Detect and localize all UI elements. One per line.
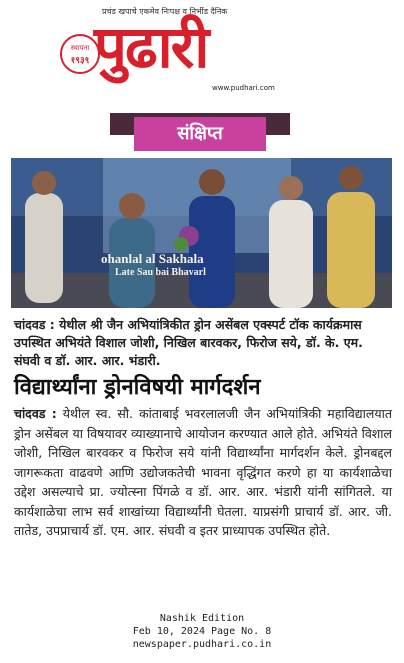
footer-date: Feb 10, 2024 Page No. 8 xyxy=(132,626,272,637)
seal-year: १९३९ xyxy=(70,56,90,66)
stage-banner-line-2: Late Sau bai Bhavarl xyxy=(115,267,206,278)
stage-banner-line-1: ohanlal al Sakhala xyxy=(101,251,204,266)
seal-label: स्थापना xyxy=(70,44,90,52)
footer-site: newspaper.pudhari.co.in xyxy=(132,639,272,650)
photo-illustration xyxy=(11,158,392,308)
article-headline: विद्यार्थ्यांना ड्रोनविषयी मार्गदर्शन xyxy=(14,375,261,400)
news-article xyxy=(14,310,392,541)
article-body xyxy=(14,404,392,541)
section-banner xyxy=(110,109,290,154)
logo-website: www.pudhari.com xyxy=(212,84,275,92)
event-photo xyxy=(11,158,392,308)
footer-edition: Nashik Edition xyxy=(159,613,245,624)
article-dateline: चांदवड : xyxy=(14,406,57,421)
masthead-tagline: प्रचंड खपाचे एकमेव निःपक्ष व निर्भीड दैनिक xyxy=(102,7,228,16)
newspaper-logo: पुढारी xyxy=(94,13,208,81)
article-body-text: येथील स्व. सौ. कांताबाई भवरलालजी जैन अभियांत्रिकी महाविद्यालयात ड्रोन असेंबल या विषयावर व्याख्यानाचे आयोजन करण्यात आले होते. अभियंते विशाल जोशी, निखिल बारवकर व फिरोज सये यांनी विद्यार्थ्यांना मार्गदर्शन केले. ड्रोनबद्दल जागरूकता वाढवणे आणि उद्योजकतेची भावना वृद्धिंगत करणे हा या कार्यशाळेचा उद्देश असल्याचे प्रा. ज्योत्स्ना पिंगळे व डॉ. आर. आर. भंडारी यांनी सांगितले. या कार्यशाळेचा लाभ सर्व शाखांच्या विद्यार्थ्यांनी घेतला. याप्रसंगी प्राचार्य डॉ. आर. जी. तातेड, उपप्राचार्य डॉ. एम. आर. संघवी व इतर प्राध्यापक उपस्थित होते. xyxy=(14,406,392,538)
page-footer xyxy=(0,612,404,651)
masthead xyxy=(0,0,404,104)
photo-caption: चांदवड : येथील श्री जैन अभियांत्रिकीत ड्रोन असेंबल एक्स्पर्ट टॉक कार्यक्रमास उपस्थित अभियंते विशाल जोशी, निखिल बारवकर, फिरोज सये, डॉ. के. एम. संघवी व डॉ. आर. आर. भंडारी. xyxy=(14,317,363,368)
section-label: संक्षिप्त xyxy=(134,117,266,151)
